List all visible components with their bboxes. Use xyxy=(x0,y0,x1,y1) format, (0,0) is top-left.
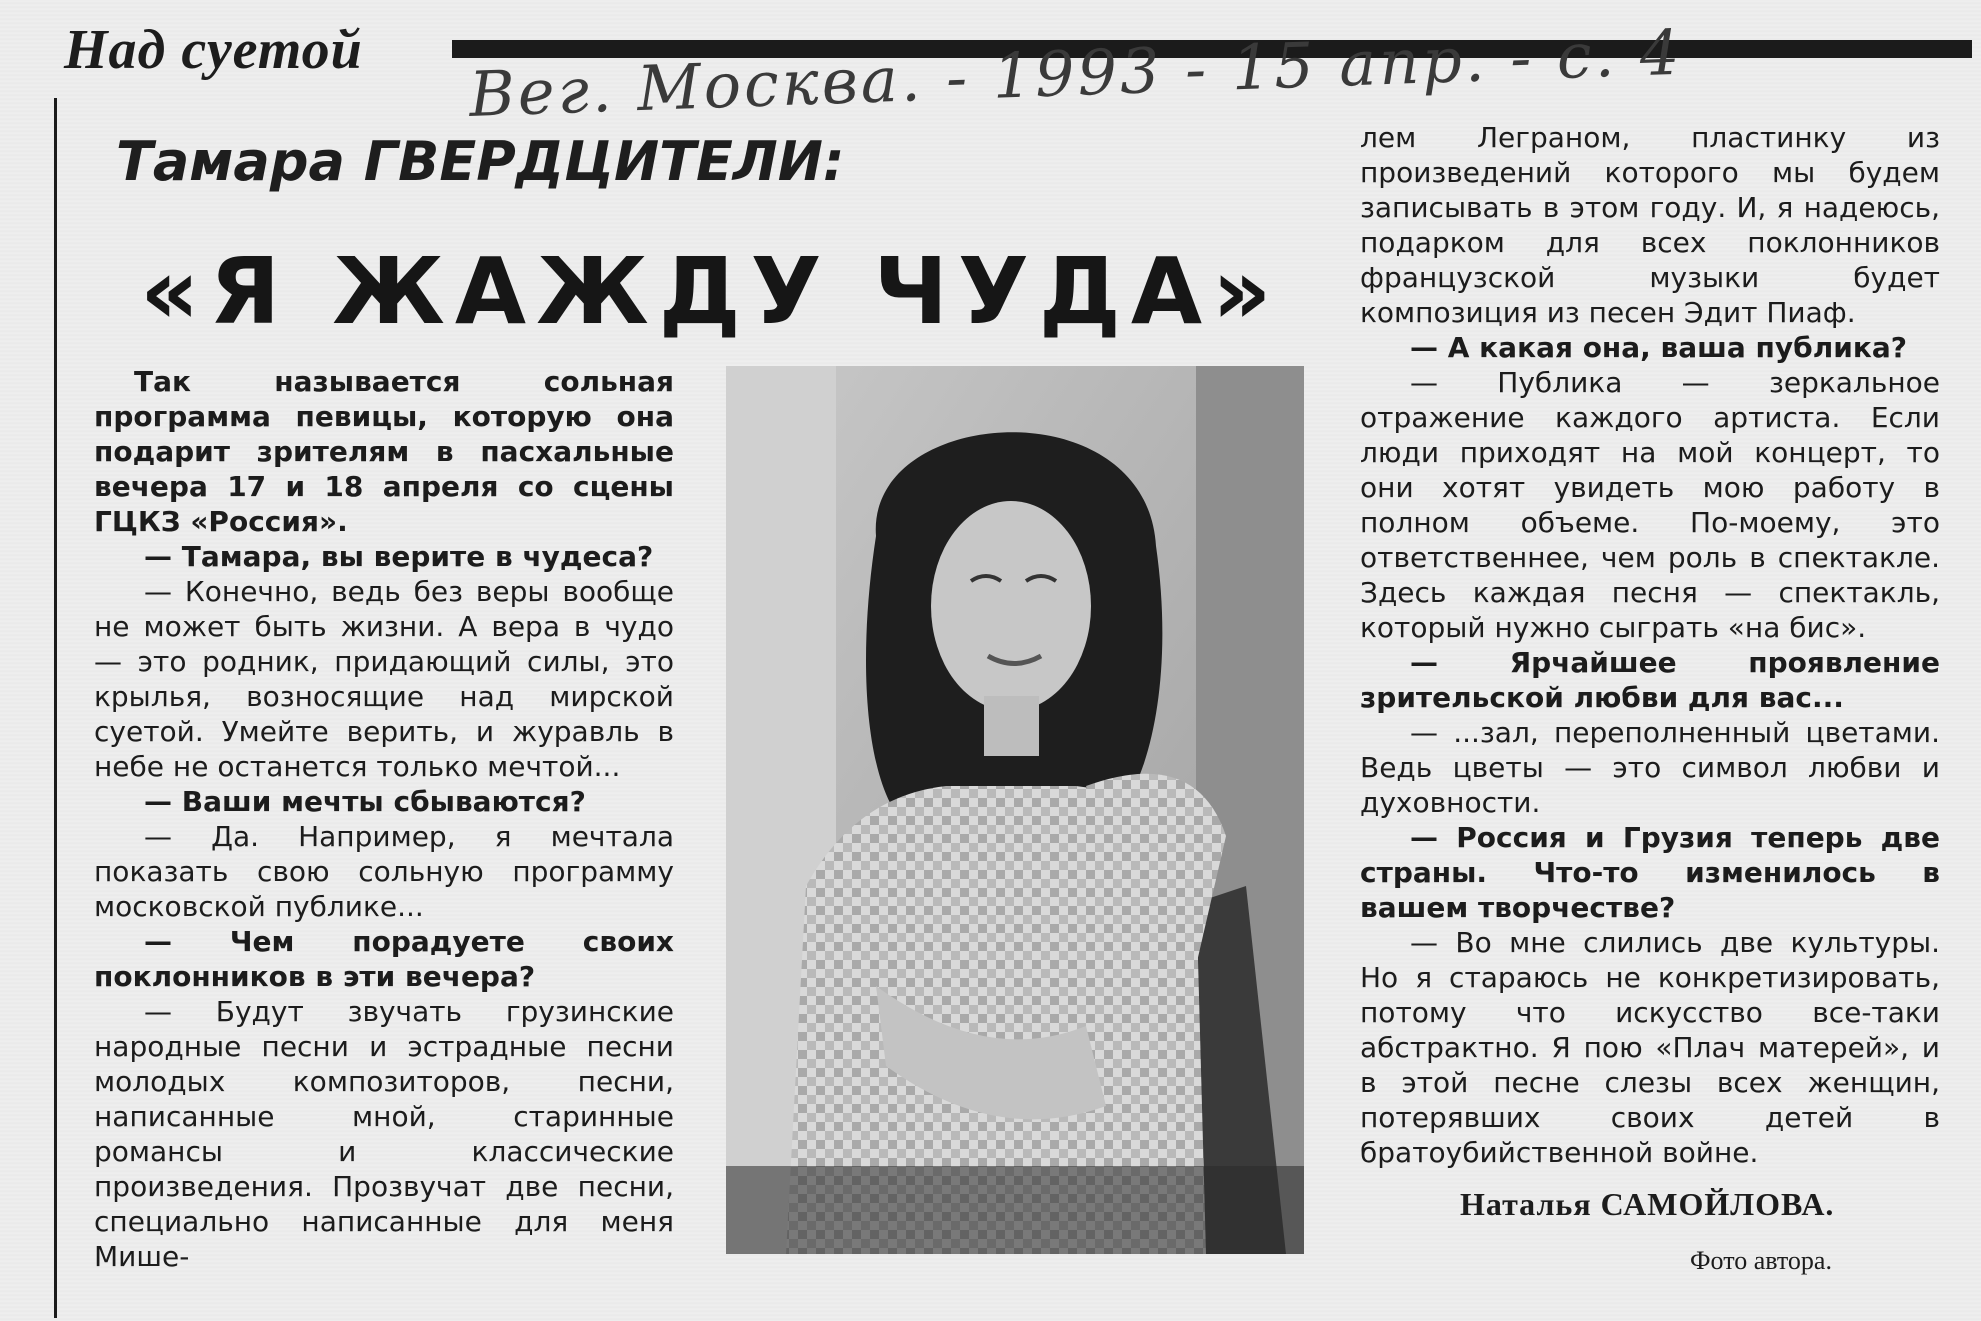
question-paragraph: — А какая она, ваша публика? xyxy=(1410,331,1907,364)
answer-paragraph: — ...зал, переполненный цветами. Ведь цветы — это символ любви и духовности. xyxy=(1360,716,1940,819)
lead-paragraph: Так называется сольная программа певицы, которую она подарит зрителям в пасхальные вечера 17 и 18 апреля со сцены ГЦКЗ «Россия». xyxy=(94,365,674,538)
answer-paragraph: — Будут звучать грузинские народные песни и эстрадные песни молодых композиторов, песни, написанные мной, старинные романсы и классические произведения. Прозвучат две песни, специально написанные для меня Мише- xyxy=(94,995,674,1273)
question-paragraph: — Ярчайшее проявление зрительской любви для вас... xyxy=(1360,646,1940,714)
portrait-photo xyxy=(726,366,1304,1254)
question-paragraph: — Тамара, вы верите в чудеса? xyxy=(144,540,654,573)
answer-paragraph: — Во мне слились две культуры. Но я стараюсь не конкретизировать, потому что искусство все-таки абстрактно. Я пою «Плач матерей», и в этой песне слезы всех женщин, потерявших своих детей в братоубийственной войне. xyxy=(1360,926,1940,1169)
article-kicker: Тамара ГВЕРДЦИТЕЛИ: xyxy=(116,130,845,193)
continued-paragraph: лем Леграном, пластинку из произведений которого мы будем записывать в этом году. И, я надеюсь, подарком для всех поклонников французской музыки будет композиция из песен Эдит Пиаф. xyxy=(1360,121,1940,329)
answer-paragraph: — Да. Например, я мечтала показать свою сольную программу московской публике... xyxy=(94,820,674,923)
photo-credit: Фото автора. xyxy=(1690,1246,1832,1275)
answer-paragraph: — Публика — зеркальное отражение каждого артиста. Если люди приходят на мой концерт, то они хотят увидеть мою работу в полном объеме. По-моему, это ответственнее, чем роль в спектакле. Здесь каждая песня — спектакль, который нужно сыграть «на бис». xyxy=(1360,366,1940,644)
handwritten-source-note: Вег. Москва. - 1993 - 15 апр. - с. 4 xyxy=(468,15,1684,131)
question-paragraph: — Россия и Грузия теперь две страны. Что-то изменилось в вашем творчестве? xyxy=(1360,821,1940,924)
question-paragraph: — Ваши мечты сбываются? xyxy=(144,785,586,818)
left-rule xyxy=(54,98,57,1318)
answer-paragraph: — Конечно, ведь без веры вообще не может быть жизни. А вера в чудо — это родник, придающий силы, это крылья, возносящие над мирской суетой. Умейте верить, и журавль в небе не останется только мечтой... xyxy=(94,575,674,783)
question-paragraph: — Чем порадуете своих поклонников в эти вечера? xyxy=(94,925,674,993)
left-text-column xyxy=(94,364,674,1274)
right-text-column xyxy=(1360,120,1940,1170)
article-headline: «Я ЖАЖДУ ЧУДА» xyxy=(140,238,1282,345)
section-rubric: Над суетой xyxy=(64,19,363,81)
author-byline: Наталья САМОЙЛОВА. xyxy=(1460,1186,1835,1222)
